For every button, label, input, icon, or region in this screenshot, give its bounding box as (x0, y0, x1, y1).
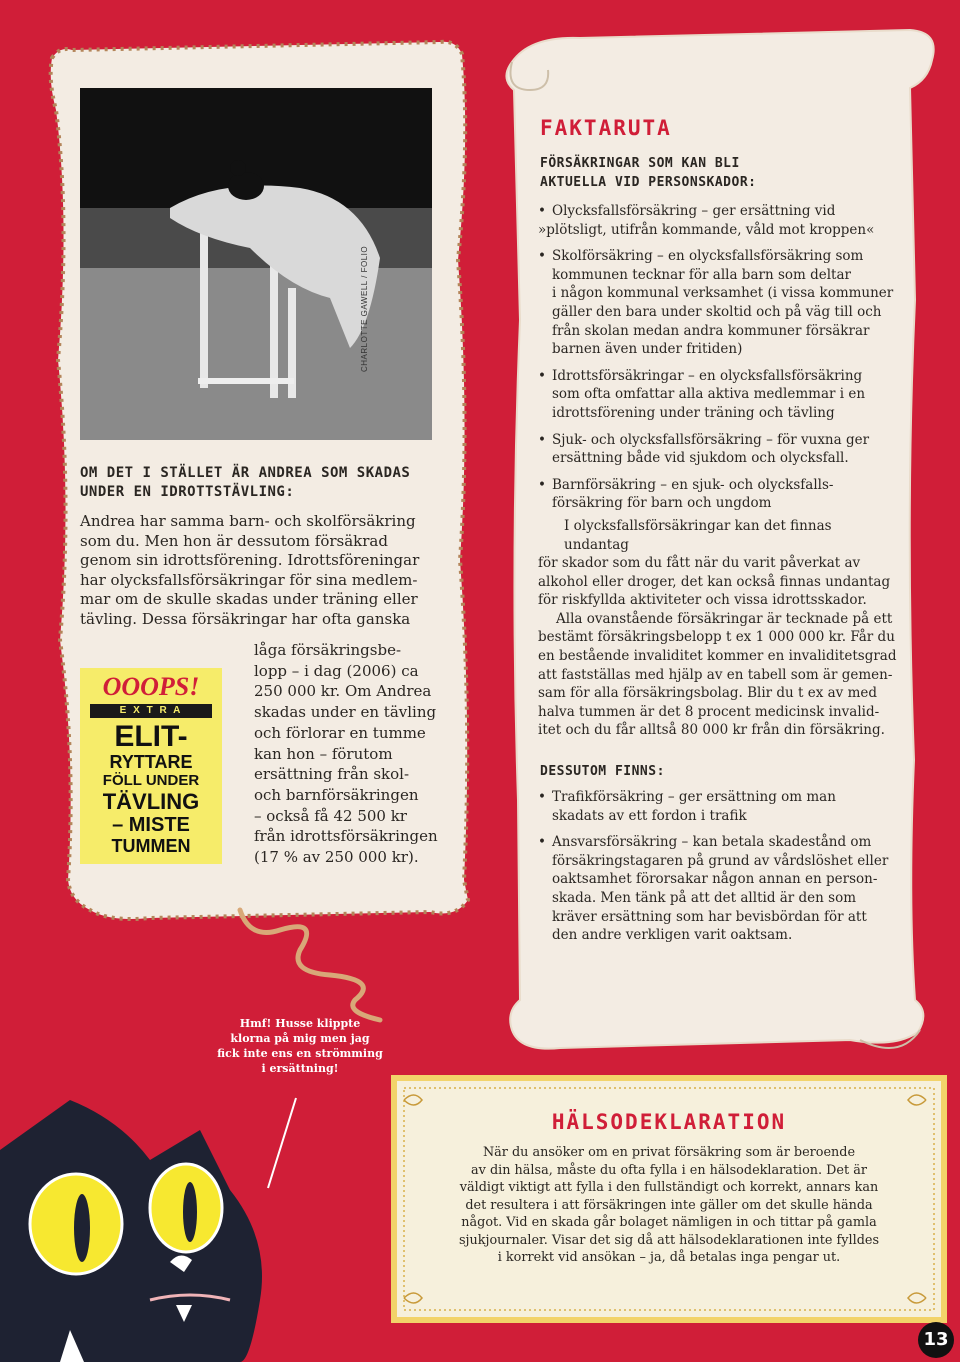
item-line: kräver ersättning som har bevisbördan för att (552, 908, 867, 925)
text-line: 250 000 kr. Om Andrea (254, 682, 432, 701)
halso-line: något. Vid en skada går bolaget nämligen in och tittar på gamla (461, 1215, 877, 1230)
text-line: och barnförsäkringen (254, 785, 419, 804)
photo-credit: CHARLOTTE GAWELL / FOLIO (360, 245, 369, 372)
item-line: • Skolförsäkring – en olycksfallsförsäkring som (552, 248, 864, 265)
para-line: bestämt försäkringsbelopp t ex 1 000 000 kr. Får du (538, 629, 895, 646)
para-line: halva tummen är det 8 procent medicinsk invalid- (538, 703, 880, 720)
clipping-line: ELIT- (114, 720, 188, 753)
para-line: en bestående invaliditet kommer en invaliditetsgrad (538, 648, 897, 665)
para-line: Alla ovanstående försäkringar är tecknade på ett (556, 610, 893, 627)
cat-quote (210, 1016, 390, 1076)
cat-illustration (0, 1100, 262, 1362)
clipping-line: FÖLL UNDER (102, 772, 200, 789)
subheading-line: AKTUELLA VID PERSONSKADOR: (540, 175, 757, 190)
halso-line: av din hälsa, måste du ofta fylla i en hälsodeklaration. Det är (471, 1162, 867, 1178)
left-body (80, 512, 440, 629)
text-line: låga försäkringsbe- (254, 641, 402, 659)
item-line: • Olycksfallsförsäkring – ger ersättning vid (552, 203, 836, 219)
jumping-photo (80, 88, 432, 440)
halso-line: det resultera i att försäkringen inte gäller om det skulle hända (465, 1197, 873, 1213)
list-item (538, 202, 898, 239)
text-line: lopp – i dag (2006) ca (254, 661, 419, 680)
paragraph-2 (538, 610, 898, 740)
dessutom-body (538, 788, 898, 945)
text-line: har olycksfallsförsäkringar för sina medlem- (80, 570, 418, 589)
para-line: att fastställas med hjälp av en tabell som är gemen- (538, 666, 893, 683)
faktaruta-subheading (540, 154, 757, 192)
halso-line: sjukjournaler. Visar det sig då att hälsodeklarationen inte fylldes (458, 1232, 880, 1248)
item-line: • Trafikförsäkring – ger ersättning om man (552, 789, 836, 805)
item-line: skada. Men tänk på att det alltid är den som (552, 889, 857, 906)
list-item (538, 431, 898, 468)
item-line: i någon kommunal verksamhet (i vissa kommuner (552, 285, 894, 302)
ooops-label: OOOPS! (102, 672, 200, 701)
text-line: mar om de skulle skadas under träning eller (80, 590, 418, 608)
halso-line: När du ansöker om en privat försäkring som är beroende (482, 1145, 856, 1160)
item-line: från skolan medan andra kommuner försäkrar (552, 322, 870, 339)
quote-line: fick inte ens en strömming (217, 1047, 383, 1060)
text-line: genom sin idrottsförening. Idrottsföreningar (80, 551, 420, 569)
clipping-line: TUMMEN (111, 836, 191, 856)
paragraph-1 (538, 517, 898, 610)
item-line: gäller den bara under skoltid och på väg till och (552, 303, 882, 320)
list-item (538, 247, 898, 359)
para-line: itet och du får alltså 80 000 kr från din försäkring. (538, 722, 885, 739)
item-line: oaktsamhet förorsakar någon annan en person- (552, 871, 878, 888)
item-line: • Idrottsförsäkringar – en olycksfallsförsäkring (552, 367, 863, 384)
para-line: sam för alla försäkringsbolag. Blir du t ex av med (538, 685, 878, 702)
item-line: »plötsligt, utifrån kommande, våld mot kroppen« (538, 221, 875, 238)
text-line: skadas under en tävling (254, 703, 437, 722)
item-line: försäkringstagaren på grund av vårdslöshet eller (552, 852, 889, 869)
para-line: alkohol eller droger, det kan också finnas undantag (538, 573, 891, 590)
list-item (538, 476, 898, 513)
item-line: som ofta omfattar alla aktiva medlemmar i en (552, 386, 866, 403)
text-line: Andrea har samma barn- och skolförsäkring (80, 512, 416, 530)
quote-line: Hmf! Husse klippte (239, 1017, 361, 1030)
para-line: I olycksfallsförsäkringar kan det finnas undantag (564, 517, 832, 553)
rope-string (240, 910, 380, 1020)
dessutom-heading: DESSUTOM FINNS: (540, 764, 665, 779)
para-line: för skador som du fått när du varit påverkat av (538, 555, 861, 572)
faktaruta-title: FAKTARUTA (540, 116, 672, 140)
text-line: och förlorar en tumme (254, 723, 426, 742)
item-line: skadats av ett fordon i trafik (552, 807, 747, 824)
list-item (538, 788, 898, 825)
item-line: kommunen tecknar för alla barn som deltar (552, 266, 851, 283)
item-line: den andre verkligen varit oaktsam. (552, 927, 793, 944)
quote-line: i ersättning! (261, 1062, 339, 1075)
speech-pointer (268, 1098, 296, 1188)
page-number: 13 (918, 1322, 954, 1358)
text-line: tävling. Dessa försäkringar har ofta ganska (80, 609, 411, 628)
text-line: – också få 42 500 kr (254, 806, 407, 825)
item-line: försäkring för barn och ungdom (552, 495, 772, 512)
item-line: • Sjuk- och olycksfallsförsäkring – för vuxna ger (552, 431, 870, 448)
clipping-line: TÄVLING (102, 789, 200, 814)
faktaruta-body (538, 202, 898, 740)
halso-title: HÄLSODEKLARATION (551, 1110, 787, 1134)
item-line: • Ansvarsförsäkring – kan betala skadestånd om (552, 834, 872, 851)
text-line: kan hon – förutom (254, 744, 393, 763)
halso-line: väldigt viktigt att fylla i den fullständigt och korrekt, annars kan (459, 1180, 879, 1195)
item-line: • Barnförsäkring – en sjuk- och olycksfalls- (552, 476, 834, 493)
list-item (538, 833, 898, 945)
left-heading: OM DET I STÄLLET ÄR ANDREA SOM SKADAS UNDER EN IDROTTSTÄVLING: (80, 465, 411, 500)
item-line: idrottsförening under träning och tävling (552, 404, 835, 421)
para-line: för riskfyllda aktiviteter och vissa idrottsskador. (538, 592, 867, 609)
quote-line: klorna på mig men jag (230, 1032, 370, 1045)
photo-illustration (80, 88, 432, 440)
extra-label: E X T R A (90, 704, 212, 718)
text-line: från idrottsförsäkringen (254, 827, 438, 846)
text-line: ersättning från skol- (254, 765, 410, 784)
text-line: (17 % av 250 000 kr). (254, 848, 419, 867)
halso-body (404, 1144, 934, 1267)
halso-line: i korrekt vid ansökan – ja, då betalas inga pengar ut. (497, 1250, 841, 1265)
dessutom-list (538, 788, 898, 945)
insurance-list (538, 202, 898, 513)
item-line: barnen även under fritiden) (552, 341, 743, 358)
clipping-line: – MISTE (112, 814, 190, 836)
newspaper-clipping (80, 668, 222, 864)
left-body-narrow (254, 640, 454, 868)
item-line: ersättning både vid sjukdom och olycksfall. (552, 450, 849, 467)
list-item (538, 367, 898, 423)
text-line: som du. Men hon är dessutom försäkrad (80, 531, 388, 550)
clipping-line: RYTTARE (109, 752, 193, 772)
subheading-line: FÖRSÄKRINGAR SOM KAN BLI (540, 156, 740, 171)
